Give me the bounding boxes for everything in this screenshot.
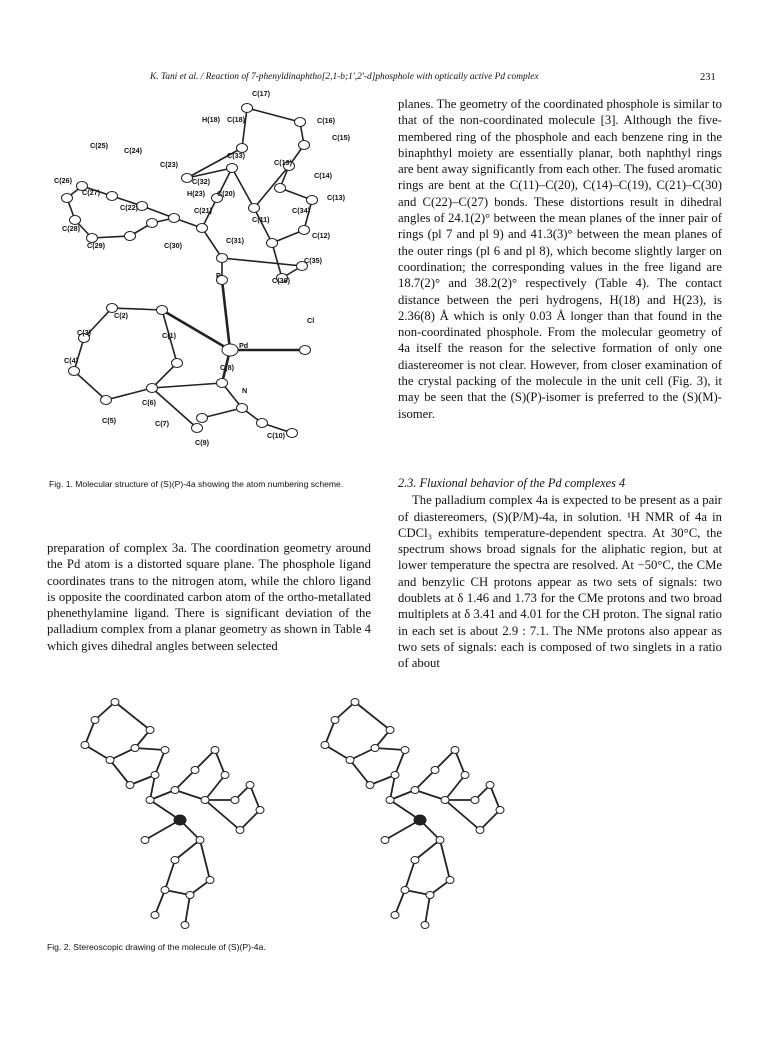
atom-ellipse: [206, 877, 214, 884]
atom-ellipse: [196, 837, 204, 844]
figure-1-drawing: [42, 88, 377, 463]
atom-label: C(11): [252, 215, 270, 224]
bond-line: [74, 338, 84, 371]
atom-ellipse: [391, 772, 399, 779]
atom-ellipse: [197, 414, 208, 423]
section-heading: 2.3. Fluxional behavior of the Pd complexes 4: [398, 476, 626, 490]
atom-ellipse: [151, 772, 159, 779]
atom-ellipse: [171, 857, 179, 864]
bond-line: [85, 745, 110, 760]
atom-ellipse: [131, 745, 139, 752]
atom-label: C(14): [314, 171, 332, 180]
bond-line: [415, 840, 440, 860]
atom-ellipse: [331, 717, 339, 724]
atom-label: Cl: [307, 316, 315, 325]
bond-line: [202, 408, 242, 418]
page-number: 231: [700, 72, 716, 83]
atom-ellipse: [172, 359, 183, 368]
atom-ellipse: [161, 887, 169, 894]
atom-ellipse: [287, 429, 298, 438]
atom-ellipse: [256, 807, 264, 814]
atom-ellipse: [401, 887, 409, 894]
atom-ellipse: [275, 184, 286, 193]
atom-label: C(15): [332, 133, 350, 142]
atom-label: C(9): [195, 438, 209, 447]
bond-line: [74, 371, 106, 400]
bond-line: [115, 702, 150, 730]
bond-line: [325, 745, 350, 760]
bond-line: [425, 895, 430, 925]
atom-label: C(10): [267, 431, 285, 440]
atom-label: C(2): [114, 311, 128, 320]
atom-label: H(18): [202, 115, 220, 124]
atom-label: C(22): [120, 203, 138, 212]
bond-line: [185, 895, 190, 925]
atom-label: C(23): [160, 160, 178, 169]
stereo-view-left: [81, 699, 264, 929]
stereo-view-right: [321, 699, 504, 929]
atom-ellipse: [321, 742, 329, 749]
atom-ellipse: [197, 224, 208, 233]
atom-ellipse: [231, 797, 239, 804]
atom-ellipse: [471, 797, 479, 804]
atom-label: C(31): [226, 236, 244, 245]
right-paragraph-2: The palladium complex 4a is expected to be present as a pair of diastereomers, (S)(P/M)-4a, in solution. ¹H NMR of 4a in CDCl₃ exhibits temperature-dependent spectra. At 30°C, the spectrum shows broad signals for the aliphatic region, but at lower temperature the spectra are resolved. At −50°C, the CMe and benzylic CH protons appear as two sets of signals: two doublets at δ 1.46 and 1.73 for the CMe protons and two broad multiplets at δ 3.41 and 4.01 for the CH proton. The signal ratio in each set is about 2.9 : 7.1. The NMe protons also appear as two sets of signals: each is composed of two singlets in a ratio of about: [398, 493, 722, 671]
atom-ellipse: [81, 742, 89, 749]
bond-line: [175, 790, 205, 800]
bond-line: [445, 775, 465, 800]
atom-label: C(1): [162, 331, 176, 340]
atom-ellipse: [182, 174, 193, 183]
atom-ellipse: [141, 837, 149, 844]
atom-ellipse: [351, 699, 359, 706]
atom-ellipse: [146, 727, 154, 734]
bond-line: [415, 790, 445, 800]
atom-ellipse: [161, 747, 169, 754]
atom-label: C(8): [220, 363, 234, 372]
atom-ellipse: [242, 104, 253, 113]
atom-ellipse: [411, 857, 419, 864]
atom-label: C(34): [292, 206, 310, 215]
bond-line: [375, 748, 405, 750]
bond-line: [350, 760, 370, 785]
atom-ellipse: [451, 747, 459, 754]
bond-line: [222, 258, 302, 266]
atom-ellipse: [426, 892, 434, 899]
atom-ellipse: [69, 367, 80, 376]
atom-label: C(6): [142, 398, 156, 407]
atom-ellipse: [307, 196, 318, 205]
atom-ellipse: [441, 797, 449, 804]
atom-ellipse: [236, 827, 244, 834]
atom-ellipse: [157, 306, 168, 315]
bond-line: [405, 860, 415, 890]
atom-ellipse: [249, 204, 260, 213]
atom-label: C(12): [312, 231, 330, 240]
running-header: [0, 72, 775, 88]
left-paragraph: preparation of complex 3a. The coordination geometry around the Pd atom is a distorted square plane. The phosphole ligand coordinates trans to the nitrogen atom, while the chloro ligand is opposite the coordinated carbon atom of the ortho-metallated phenethylamine ligand. There is significant deviation of the palladium complex from a planar geometry as shown in Table 4 which gives dihedral angles between selected: [47, 541, 371, 653]
atom-ellipse: [476, 827, 484, 834]
atom-ellipse: [421, 922, 429, 929]
atom-label: C(19): [274, 158, 292, 167]
atom-label: C(26): [54, 176, 72, 185]
atom-ellipse: [461, 772, 469, 779]
atom-ellipse: [299, 141, 310, 150]
bond-line: [200, 840, 210, 880]
atom-ellipse: [496, 807, 504, 814]
atom-ellipse: [431, 767, 439, 774]
atom-label: C(25): [90, 141, 108, 150]
atom-label: P: [216, 271, 221, 280]
atom-label: C(32): [192, 177, 210, 186]
atom-ellipse: [381, 837, 389, 844]
right-column-top: [398, 96, 722, 422]
atom-ellipse: [299, 226, 310, 235]
figure-2-stereo-drawing: [55, 690, 525, 930]
atom-ellipse: [486, 782, 494, 789]
bond-line: [205, 800, 240, 830]
atom-ellipse: [386, 797, 394, 804]
atom-label: C(5): [102, 416, 116, 425]
bond-line: [112, 308, 162, 310]
atom-label: C(33): [227, 151, 245, 160]
atom-ellipse: [411, 787, 419, 794]
atom-ellipse: [201, 797, 209, 804]
left-column-text: [47, 540, 371, 654]
bond-line: [240, 810, 260, 830]
atom-ellipse: [147, 384, 158, 393]
figure-1-molecular-structure: [42, 88, 377, 463]
bond-line: [205, 775, 225, 800]
figure-1-caption: Fig. 1. Molecular structure of (S)(P)-4a showing the atom numbering scheme.: [49, 479, 344, 489]
atom-label: C(27): [82, 188, 100, 197]
atom-ellipse: [111, 699, 119, 706]
atom-ellipse: [221, 772, 229, 779]
atom-ellipse: [386, 727, 394, 734]
atom-label: N: [242, 386, 248, 395]
atom-label: C(30): [164, 241, 182, 250]
atom-label: C(13): [327, 193, 345, 202]
atom-ellipse: [171, 787, 179, 794]
bond-line: [355, 702, 390, 730]
bond-line: [175, 770, 195, 790]
atom-label: C(7): [155, 419, 169, 428]
bond-line: [254, 208, 272, 243]
bond-line: [232, 168, 254, 208]
atom-ellipse: [101, 396, 112, 405]
atom-label: C(20): [217, 189, 235, 198]
bond-line: [195, 750, 215, 770]
bond-line: [440, 840, 450, 880]
right-column-bottom: [398, 475, 722, 672]
atom-ellipse: [181, 922, 189, 929]
atom-label: C(4): [64, 356, 78, 365]
atom-label: C(28): [62, 224, 80, 233]
bond-line: [272, 243, 282, 278]
atom-label: C(18): [227, 115, 245, 124]
atom-label: H(23): [187, 189, 205, 198]
atom-ellipse: [186, 892, 194, 899]
atom-ellipse: [371, 745, 379, 752]
bond-line: [165, 860, 175, 890]
atom-ellipse: [107, 192, 118, 201]
atom-label: C(3): [77, 328, 91, 337]
bond-line: [175, 840, 200, 860]
atom-ellipse: [246, 782, 254, 789]
atom-ellipse: [295, 118, 306, 127]
figure-2-drawing: [55, 690, 525, 930]
bond-line: [415, 770, 435, 790]
bond-line: [222, 280, 230, 350]
atom-ellipse: [257, 419, 268, 428]
atom-ellipse: [125, 232, 136, 241]
atom-ellipse: [62, 194, 73, 203]
atom-ellipse: [137, 202, 148, 211]
atom-ellipse: [217, 379, 228, 388]
atom-ellipse: [391, 912, 399, 919]
atom-ellipse: [436, 837, 444, 844]
atom-ellipse: [147, 219, 158, 228]
atom-ellipse: [446, 877, 454, 884]
atom-ellipse: [227, 164, 238, 173]
atom-ellipse: [146, 797, 154, 804]
atom-label: C(29): [87, 241, 105, 250]
bond-line: [242, 108, 247, 148]
atom-ellipse: [414, 815, 426, 825]
atom-ellipse: [151, 912, 159, 919]
bond-line: [480, 810, 500, 830]
atom-ellipse: [106, 757, 114, 764]
atom-label: C(21): [194, 206, 212, 215]
atom-ellipse: [91, 717, 99, 724]
atom-label: C(35): [304, 256, 322, 265]
atom-ellipse: [222, 344, 238, 356]
atom-ellipse: [346, 757, 354, 764]
atom-ellipse: [169, 214, 180, 223]
atom-ellipse: [191, 767, 199, 774]
atom-ellipse: [126, 782, 134, 789]
atom-ellipse: [211, 747, 219, 754]
atom-ellipse: [366, 782, 374, 789]
atom-label: C(36): [272, 276, 290, 285]
atom-ellipse: [300, 346, 311, 355]
bond-line: [110, 760, 130, 785]
atom-ellipse: [237, 404, 248, 413]
atom-ellipse: [217, 254, 228, 263]
bond-line: [435, 750, 455, 770]
atom-ellipse: [401, 747, 409, 754]
bond-line: [152, 383, 222, 388]
right-paragraph-1: planes. The geometry of the coordinated phosphole is similar to that of the non-coordinated molecule [3]. Although the five-membered ring of the phosphole and each benzene ring in the binaphthyl moiety are essentially planar, both naphthyl rings are bent away significantly from each other. The fused aromatic rings are bent at the C(11)–C(20), C(14)–C(19), C(21)–C(30) and C(22)–C(27) bonds. These distortions result in dihedral angles of 24.1(2)° between the mean planes of the inner pair of rings (pl 7 and pl 9) and 41.3(3)° between the mean planes of the outer rings (pl 6 and pl 8), which become slightly larger on coordination; the corresponding values in the free ligand are 18.7(2)° and 38.2(2)° respectively (Table 4). The contact distance between the peri hydrogens, H(18) and H(23), is 2.36(8) Å which is only 0.03 Å longer than that found in the non-coordinated phosphole. From the molecular geometry of 4a itself the reason for the selective formation of only one diastereomer is not clear. However, from closer examination of the crystal packing of the molecule in the unit cell (Fig. 3), it may be seen that the (S)(P)-isomer is preferred to the (S)(M)-isomer.: [398, 97, 722, 421]
bond-line: [202, 228, 222, 258]
atom-label: C(24): [124, 146, 142, 155]
bond-line: [445, 800, 480, 830]
atom-ellipse: [267, 239, 278, 248]
running-title: K. Tani et al. / Reaction of 7-phenyldinaphtho[2,1-b;1′,2′-d]phosphole with optically active Pd complex: [150, 72, 539, 82]
atom-label: C(16): [317, 116, 335, 125]
atom-ellipse: [192, 424, 203, 433]
figure-2-caption: Fig. 2. Stereoscopic drawing of the molecule of (S)(P)-4a.: [47, 942, 266, 952]
bond-line: [135, 748, 165, 750]
atom-label: C(17): [252, 89, 270, 98]
atom-ellipse: [174, 815, 186, 825]
atom-label: Pd: [239, 341, 249, 350]
bond-line: [247, 108, 300, 122]
